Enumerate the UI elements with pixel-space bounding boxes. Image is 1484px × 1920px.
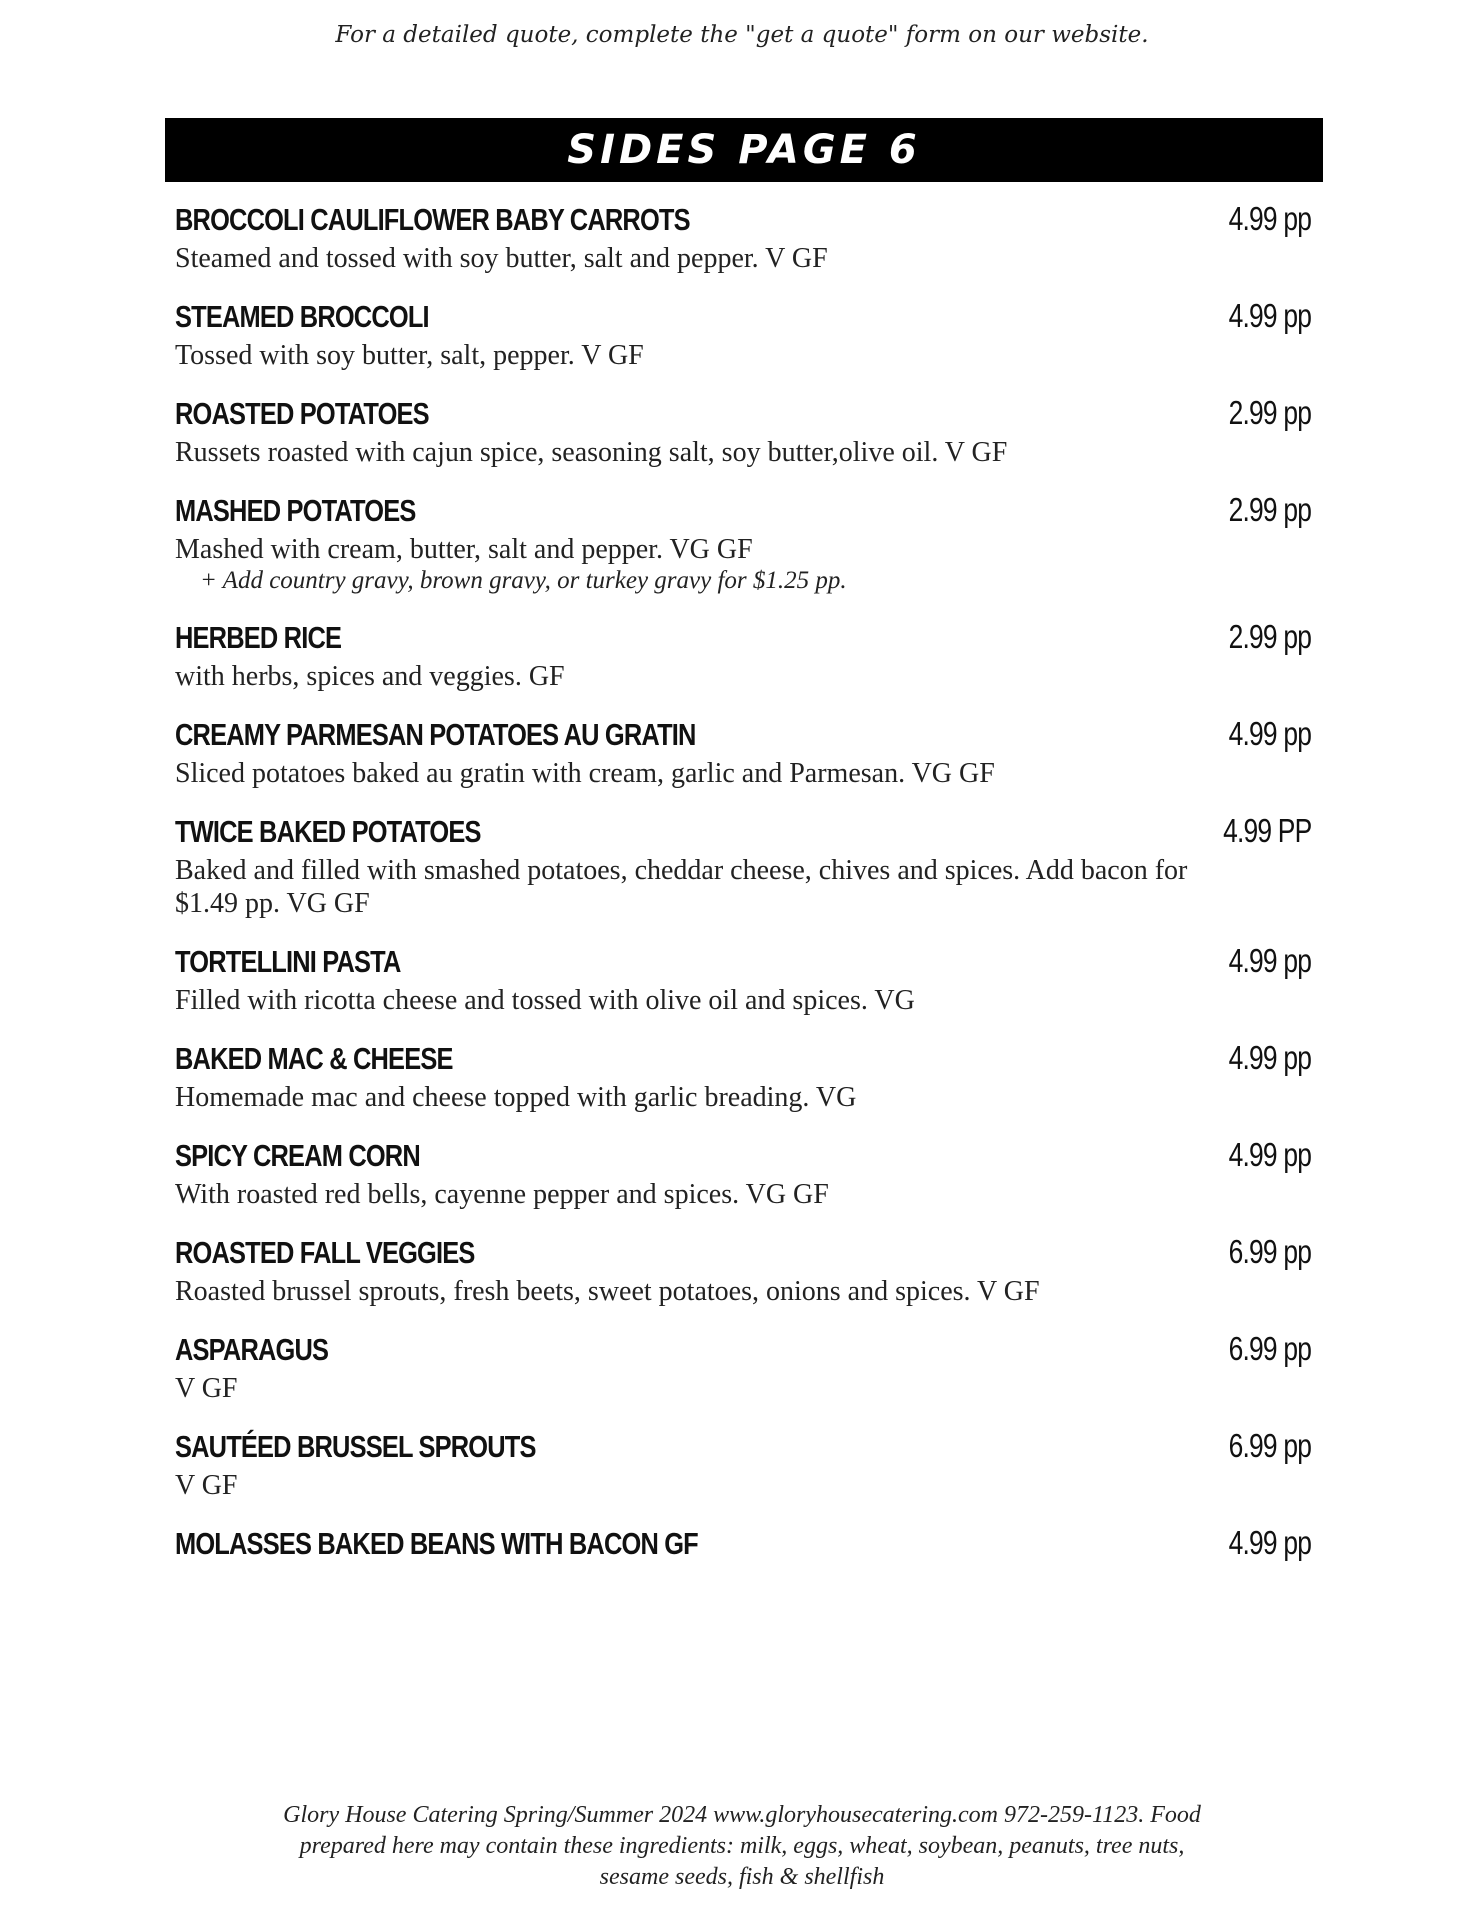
item-name: CREAMY PARMESAN POTATOES AU GRATIN: [175, 717, 696, 752]
item-price: 4.99 PP: [1222, 812, 1311, 849]
item-description: Steamed and tossed with soy butter, salt and pepper. V GF: [175, 243, 828, 274]
item-description: Mashed with cream, butter, salt and pepper. VG GF: [175, 534, 753, 565]
item-name: SAUTÉED BRUSSEL SPROUTS: [175, 1429, 536, 1464]
section-banner: [165, 118, 1323, 182]
menu-item: [175, 1330, 1311, 1405]
item-name: BAKED MAC & CHEESE: [175, 1041, 453, 1076]
item-name: ASPARAGUS: [175, 1332, 329, 1367]
item-description: Sliced potatoes baked au gratin with cream, garlic and Parmesan. VG GF: [175, 758, 995, 789]
footer-disclaimer: [190, 1800, 1294, 1893]
item-description: V GF: [175, 1373, 238, 1404]
item-price: 6.99 pp: [1228, 1427, 1311, 1464]
item-price: 4.99 pp: [1228, 1039, 1311, 1076]
item-name: ROASTED FALL VEGGIES: [175, 1235, 475, 1270]
item-description: With roasted red bells, cayenne pepper and spices. VG GF: [175, 1179, 829, 1210]
item-price: 2.99 pp: [1228, 491, 1311, 528]
item-name: BROCCOLI CAULIFLOWER BABY CARROTS: [175, 202, 690, 237]
item-name: ROASTED POTATOES: [175, 396, 429, 431]
menu-list: [175, 200, 1311, 1584]
item-price: 2.99 pp: [1228, 618, 1311, 655]
item-description: Homemade mac and cheese topped with garlic breading. VG: [175, 1082, 857, 1113]
item-description: with herbs, spices and veggies. GF: [175, 661, 565, 692]
item-price: 2.99 pp: [1228, 394, 1311, 431]
section-title: SIDES PAGE 6: [567, 127, 921, 173]
menu-item: [175, 1524, 1311, 1562]
menu-item: [175, 618, 1311, 693]
item-description: V GF: [175, 1470, 238, 1501]
item-name: TORTELLINI PASTA: [175, 944, 401, 979]
item-name: SPICY CREAM CORN: [175, 1138, 420, 1173]
item-price: 4.99 pp: [1228, 200, 1311, 237]
item-price: 4.99 pp: [1228, 297, 1311, 334]
quote-note: For a detailed quote, complete the "get a quote" form on our website.: [335, 22, 1149, 48]
menu-item: [175, 942, 1311, 1017]
item-description: Tossed with soy butter, salt, pepper. V GF: [175, 340, 644, 371]
item-description: Baked and filled with smashed potatoes, cheddar cheese, chives and spices. Add bacon for $1.49 pp. VG GF: [175, 855, 1188, 919]
item-price: 4.99 pp: [1228, 1136, 1311, 1173]
item-name: MASHED POTATOES: [175, 493, 416, 528]
item-description: Filled with ricotta cheese and tossed with olive oil and spices. VG: [175, 985, 915, 1016]
item-price: 4.99 pp: [1228, 942, 1311, 979]
item-name: TWICE BAKED POTATOES: [175, 814, 481, 849]
menu-item: [175, 812, 1311, 920]
item-price: 4.99 pp: [1228, 1524, 1311, 1561]
item-price: 6.99 pp: [1228, 1233, 1311, 1270]
item-description: Russets roasted with cajun spice, seasoning salt, soy butter,olive oil. V GF: [175, 437, 1008, 468]
item-description: Roasted brussel sprouts, fresh beets, sweet potatoes, onions and spices. V GF: [175, 1276, 1040, 1307]
menu-item: [175, 491, 1311, 596]
item-price: 6.99 pp: [1228, 1330, 1311, 1367]
menu-item: [175, 1233, 1311, 1308]
menu-item: [175, 1427, 1311, 1502]
item-price: 4.99 pp: [1228, 715, 1311, 752]
menu-item: [175, 394, 1311, 469]
menu-item: [175, 1136, 1311, 1211]
footer-line: Glory House Catering Spring/Summer 2024 www.gloryhousecatering.com 972-259-1123. Food: [283, 1802, 1201, 1828]
item-name: STEAMED BROCCOLI: [175, 299, 429, 334]
footer-line: sesame seeds, fish & shellfish: [599, 1864, 885, 1890]
menu-item: [175, 200, 1311, 275]
menu-item: [175, 715, 1311, 790]
menu-item: [175, 1039, 1311, 1114]
menu-item: [175, 297, 1311, 372]
footer-line: prepared here may contain these ingredients: milk, eggs, wheat, soybean, peanuts, tree nuts,: [299, 1833, 1185, 1859]
item-name: HERBED RICE: [175, 620, 342, 655]
item-addon-note: + Add country gravy, brown gravy, or turkey gravy for $1.25 pp.: [200, 567, 847, 594]
item-name: MOLASSES BAKED BEANS WITH BACON GF: [175, 1526, 698, 1561]
